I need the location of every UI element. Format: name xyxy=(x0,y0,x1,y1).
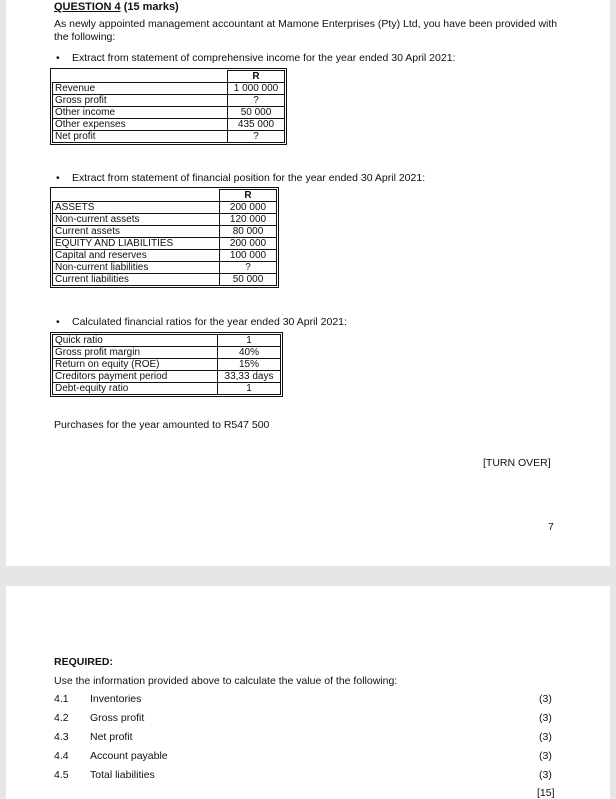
row-value: 435 000 xyxy=(228,119,285,131)
page-1 xyxy=(6,0,610,566)
row-value: 80 000 xyxy=(220,226,277,238)
row-value: 15% xyxy=(218,359,281,371)
row-value: 1 xyxy=(218,383,281,395)
ratios-heading: • Calculated financial ratios for the year ended 30 April 2021: xyxy=(56,316,347,328)
row-label: Other income xyxy=(53,107,228,119)
question-marks: (15 marks) xyxy=(123,1,179,13)
row-label: EQUITY AND LIABILITIES xyxy=(53,238,220,250)
question-title xyxy=(54,1,179,13)
row-label: Other expenses xyxy=(53,119,228,131)
row-value: ? xyxy=(228,95,285,107)
table-row xyxy=(53,383,281,395)
income-statement-heading: • Extract from statement of comprehensive income for the year ended 30 April 2021: xyxy=(56,52,456,64)
row-value: 33,33 days xyxy=(218,371,281,383)
currency-header: R xyxy=(228,71,285,83)
financial-position-table xyxy=(52,189,277,286)
item-label: Total liabilities xyxy=(90,769,155,781)
row-label: Net profit xyxy=(53,131,228,143)
page-number: 7 xyxy=(548,521,554,533)
item-number: 4.1 xyxy=(54,693,69,705)
table-row xyxy=(53,371,281,383)
item-number: 4.2 xyxy=(54,712,69,724)
row-value: 40% xyxy=(218,347,281,359)
table-row xyxy=(53,238,277,250)
item-number: 4.4 xyxy=(54,750,69,762)
required-instruction: Use the information provided above to calculate the value of the following: xyxy=(54,675,398,687)
bullet-icon: • xyxy=(56,316,60,328)
table-row xyxy=(53,107,285,119)
row-label: Gross profit xyxy=(53,95,228,107)
table-row xyxy=(53,226,277,238)
row-label: Return on equity (ROE) xyxy=(53,359,218,371)
table-row xyxy=(53,83,285,95)
table-row xyxy=(53,202,277,214)
item-label: Net profit xyxy=(90,731,133,743)
table-row xyxy=(53,214,277,226)
table-row xyxy=(53,250,277,262)
turn-over-label: [TURN OVER] xyxy=(483,457,551,469)
row-value: 1 xyxy=(218,335,281,347)
financial-position-heading: • Extract from statement of financial position for the year ended 30 April 2021: xyxy=(56,172,426,184)
row-value: 120 000 xyxy=(220,214,277,226)
table-row xyxy=(53,95,285,107)
question-number: QUESTION 4 xyxy=(54,1,121,13)
item-marks: (3) xyxy=(539,693,552,705)
item-marks: (3) xyxy=(539,769,552,781)
row-label: Current assets xyxy=(53,226,220,238)
row-value: 100 000 xyxy=(220,250,277,262)
row-label: Non-current assets xyxy=(53,214,220,226)
bullet-icon: • xyxy=(56,52,60,64)
table-row xyxy=(53,274,277,286)
row-label: ASSETS xyxy=(53,202,220,214)
table-row xyxy=(53,347,281,359)
required-title: REQUIRED: xyxy=(54,656,113,668)
row-value: 1 000 000 xyxy=(228,83,285,95)
item-number: 4.3 xyxy=(54,731,69,743)
row-value: 50 000 xyxy=(228,107,285,119)
row-label: Debt-equity ratio xyxy=(53,383,218,395)
row-value: ? xyxy=(228,131,285,143)
table-row xyxy=(53,119,285,131)
table-row xyxy=(53,359,281,371)
total-marks: [15] xyxy=(537,787,555,799)
row-value: 200 000 xyxy=(220,238,277,250)
currency-header: R xyxy=(220,190,277,202)
row-label: Non-current liabilities xyxy=(53,262,220,274)
intro-text: As newly appointed management accountant at Mamone Enterprises (Pty) Ltd, you have been provided with the following: xyxy=(54,18,558,43)
table-row xyxy=(53,131,285,143)
purchases-note: Purchases for the year amounted to R547 500 xyxy=(54,419,270,431)
row-label: Current liabilities xyxy=(53,274,220,286)
item-marks: (3) xyxy=(539,731,552,743)
item-label: Inventories xyxy=(90,693,142,705)
item-number: 4.5 xyxy=(54,769,69,781)
item-label: Account payable xyxy=(90,750,168,762)
page-2 xyxy=(6,586,610,799)
item-label: Gross profit xyxy=(90,712,145,724)
row-label: Gross profit margin xyxy=(53,347,218,359)
row-value: 200 000 xyxy=(220,202,277,214)
income-statement-table xyxy=(52,70,285,143)
row-label: Quick ratio xyxy=(53,335,218,347)
row-value: ? xyxy=(220,262,277,274)
row-label: Revenue xyxy=(53,83,228,95)
row-label: Creditors payment period xyxy=(53,371,218,383)
table-row xyxy=(53,262,277,274)
item-marks: (3) xyxy=(539,750,552,762)
row-label: Capital and reserves xyxy=(53,250,220,262)
table-row xyxy=(53,335,281,347)
bullet-icon: • xyxy=(56,172,60,184)
row-value: 50 000 xyxy=(220,274,277,286)
item-marks: (3) xyxy=(539,712,552,724)
ratios-table xyxy=(52,334,281,395)
